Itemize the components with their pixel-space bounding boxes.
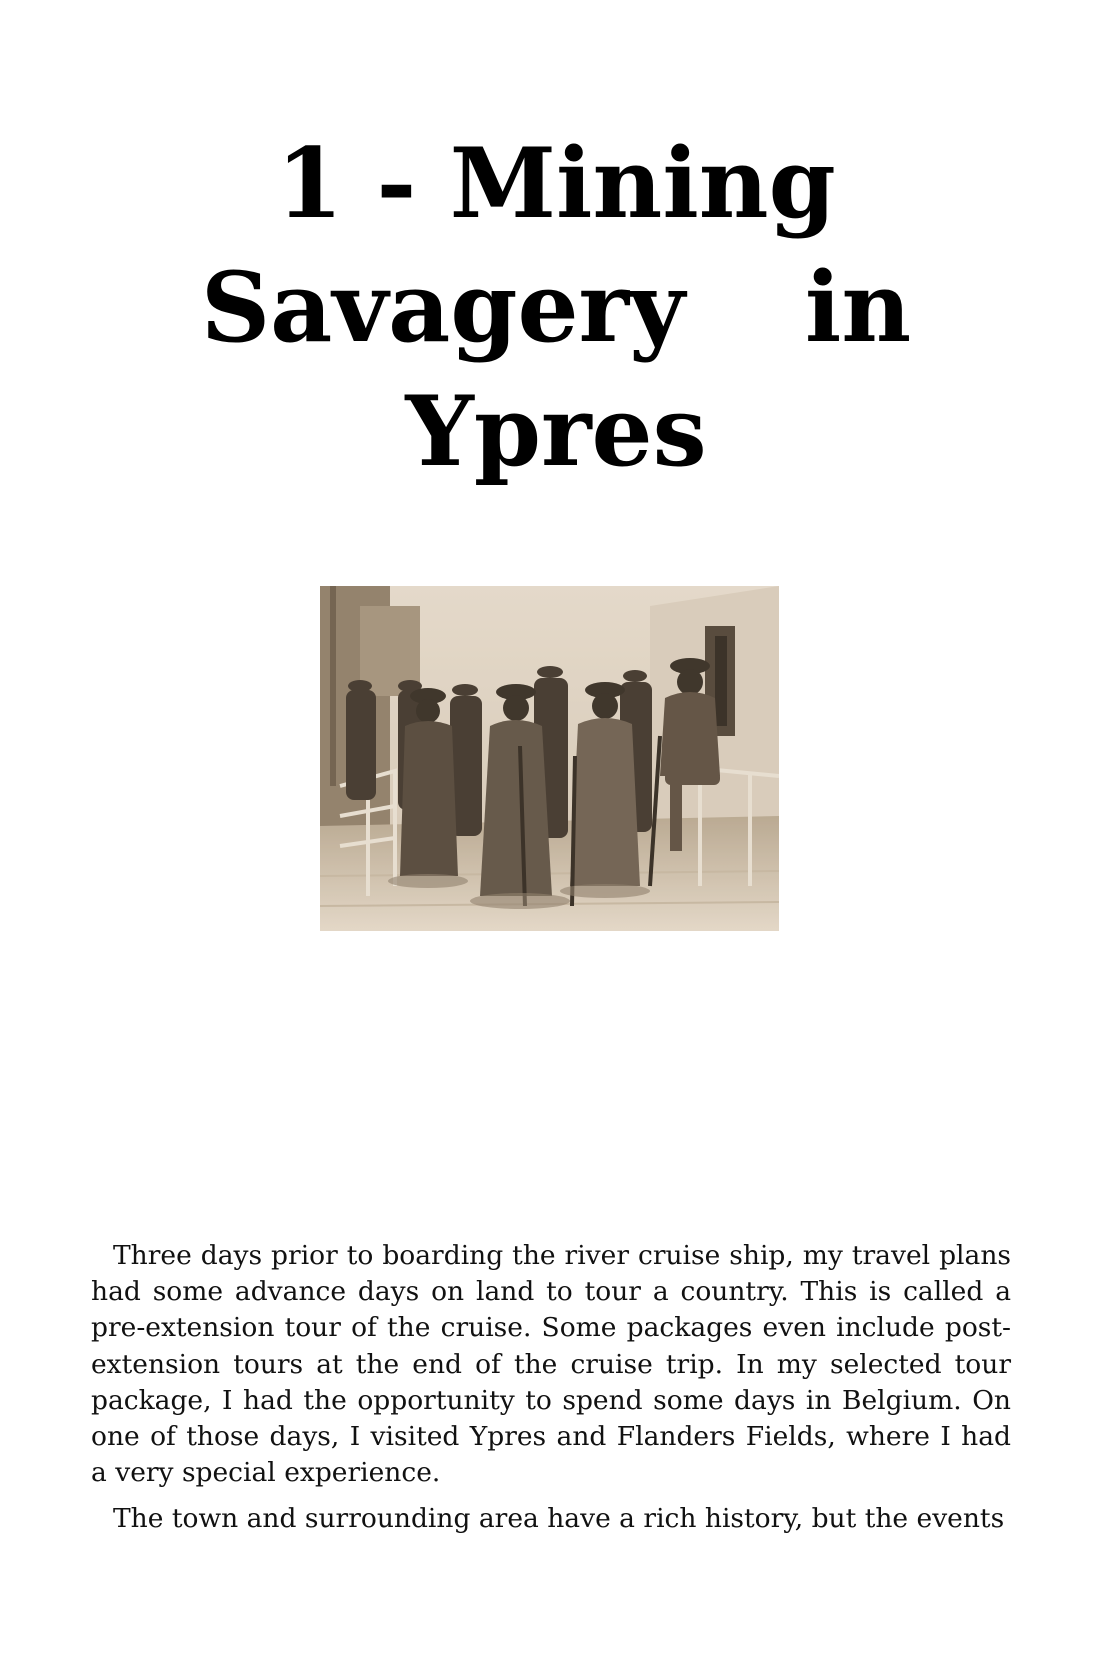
chapter-title bbox=[150, 122, 962, 494]
chapter-title-line-1: 1 - Mining bbox=[276, 127, 836, 240]
historical-photo bbox=[320, 586, 779, 931]
body-text bbox=[91, 1238, 1011, 1548]
chapter-title-line-2 bbox=[150, 246, 962, 370]
paragraph: Three days prior to boarding the river cruise ship, my travel plans had some advance days on land to tour a country. This is called a pre-extension tour of the cruise. Some packages even include post-extension tours at the end of the cruise trip. In my selected tour package, I had the opportunity to spend some days in Belgium. On one of those days, I visited Ypres and Flanders Fields, where I had a very special experience. bbox=[91, 1240, 1011, 1489]
chapter-title-line-3: Ypres bbox=[405, 375, 707, 488]
paragraph: The town and surrounding area have a rich history, but the events bbox=[113, 1503, 1005, 1535]
photo-soldiers-on-ship-deck-icon bbox=[320, 586, 779, 931]
chapter-title-word-in: in bbox=[804, 251, 912, 364]
chapter-title-word-savagery: Savagery bbox=[200, 251, 685, 364]
